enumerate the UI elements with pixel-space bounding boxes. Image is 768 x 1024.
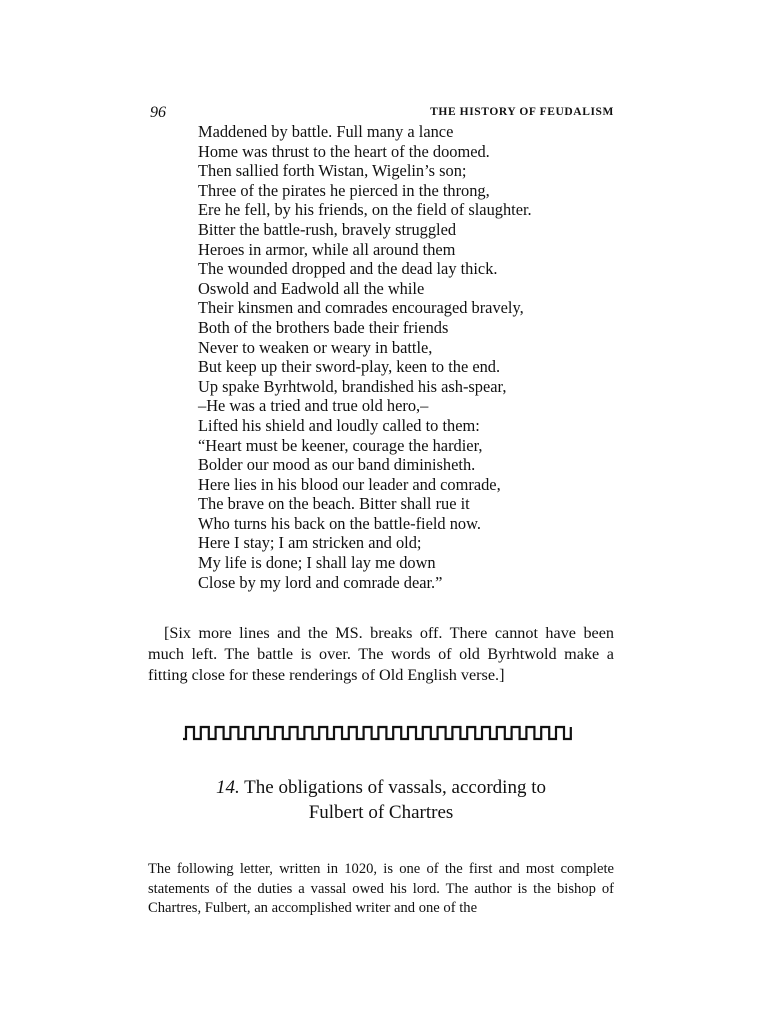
poem-line: Lifted his shield and loudly called to them:: [198, 415, 480, 435]
poem-line: Bitter the battle-rush, bravely struggled: [198, 219, 457, 239]
poem-line: Bolder our mood as our band diminisheth.: [198, 455, 476, 475]
section-title-line-1: The obligations of vassals, according to: [244, 777, 546, 798]
running-head: THE HISTORY OF FEUDALISM: [430, 106, 614, 118]
poem-line: “Heart must be keener, courage the hardier,: [198, 435, 483, 455]
section-heading-line-1: [148, 775, 614, 800]
poem-line: But keep up their sword-play, keen to the end.: [198, 357, 501, 377]
poem-line: –He was a tried and true old hero,–: [198, 396, 429, 416]
poem-line: Three of the pirates he pierced in the throng,: [198, 180, 490, 200]
poem-line: Here I stay; I am stricken and old;: [198, 533, 422, 553]
section-heading: [148, 775, 614, 825]
poem-line: Oswold and Eadwold all the while: [198, 278, 425, 298]
poem-line: Up spake Byrhtwold, brandished his ash-spear,: [198, 376, 507, 396]
intro-paragraph: The following letter, written in 1020, is one of the first and most complete statements of the duties a vassal owed his lord. The author is the bishop of Chartres, Fulbert, an accomplished writer and one of the: [148, 861, 614, 916]
poem-line: Never to weaken or weary in battle,: [198, 337, 433, 357]
greek-key-border-ornament: [183, 724, 578, 742]
poem-line: My life is done; I shall lay me down: [198, 553, 436, 573]
poem-line: Heroes in armor, while all around them: [198, 239, 456, 259]
poem-block: [198, 122, 532, 592]
poem-line: Here lies in his blood our leader and comrade,: [198, 474, 501, 494]
poem-line: Home was thrust to the heart of the doomed.: [198, 141, 490, 161]
greek-key-path: [183, 727, 571, 739]
editor-note: [Six more lines and the MS. breaks off. There cannot have been much left. The battle is over. The words of old Byrhtwold make a fitting close for these renderings of Old English verse.]: [148, 624, 614, 684]
poem-line: Close by my lord and comrade dear.”: [198, 572, 443, 592]
poem-line: Then sallied forth Wistan, Wigelin’s son;: [198, 161, 467, 181]
poem-line: The brave on the beach. Bitter shall rue it: [198, 494, 470, 514]
page-number: 96: [150, 104, 166, 121]
poem-line: Who turns his back on the battle-field now.: [198, 513, 481, 533]
poem-line: Both of the brothers bade their friends: [198, 317, 449, 337]
poem-line: Their kinsmen and comrades encouraged bravely,: [198, 298, 524, 318]
section-title-line-2: Fulbert of Chartres: [308, 802, 454, 823]
poem-line: The wounded dropped and the dead lay thick.: [198, 259, 498, 279]
section-number: 14.: [216, 777, 240, 798]
poem-line: Maddened by battle. Full many a lance: [198, 122, 454, 141]
poem-line: Ere he fell, by his friends, on the field of slaughter.: [198, 200, 532, 220]
